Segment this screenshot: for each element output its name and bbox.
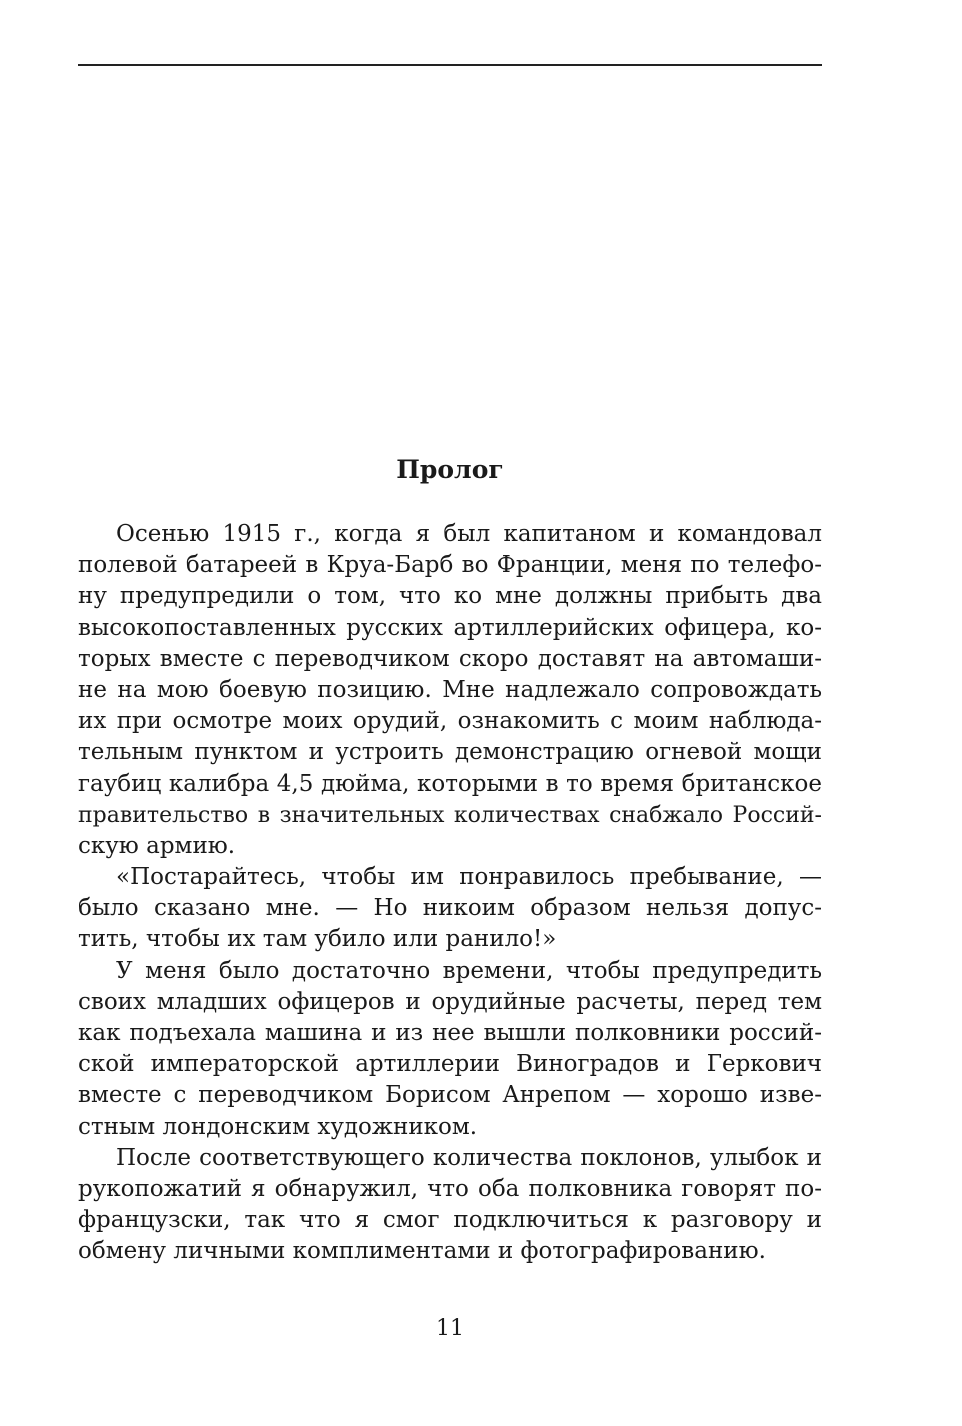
body-text [78, 519, 822, 1268]
text-line: ской императорской артиллерии Виноградов и Геркович [78, 1051, 822, 1078]
text-line: тельным пунктом и устроить демонстрацию огневой мощи [78, 739, 822, 766]
text-line: французски, так что я смог подключиться к разговору и [78, 1207, 822, 1234]
text-line: Осенью 1915 г., когда я был капитаном и командовал [116, 521, 822, 547]
text-line: скую армию. [78, 832, 236, 859]
text-line: высокопоставленных русских артиллерийских офицера, ко- [78, 614, 822, 641]
page-number: 11 [436, 1316, 464, 1341]
text-line: правительство в значительных количествах снабжало Россий- [78, 802, 822, 828]
text-line: обмену личными комплиментами и фотографированию. [78, 1238, 766, 1265]
text-line: стным лондонским художником. [78, 1113, 478, 1140]
text-line: своих младших офицеров и орудийные расчеты, перед тем [78, 988, 822, 1015]
text-line: тить, чтобы их там убило или ранило!» [78, 926, 557, 953]
paragraph-2 [78, 862, 822, 956]
text-line: их при осмотре моих орудий, ознакомить с моим наблюда- [78, 708, 822, 735]
paragraph-1 [78, 519, 822, 862]
paragraph-3 [78, 956, 822, 1143]
text-line: торых вместе с переводчиком скоро доставят на автомаши- [78, 645, 822, 672]
text-line: ну предупредили о том, что ко мне должны прибыть два [78, 583, 822, 610]
text-line: «Постарайтесь, чтобы им понравилось пребывание, — [116, 864, 822, 891]
top-rule [78, 64, 822, 66]
chapter-title: Пролог [396, 455, 504, 484]
text-line: После соответствующего количества поклонов, улыбок и [116, 1144, 822, 1171]
paragraph-4 [78, 1143, 822, 1268]
text-line: полевой батареей в Круа-Барб во Франции, меня по телефо- [78, 552, 822, 579]
text-line: рукопожатий я обнаружил, что оба полковника говорят по- [78, 1175, 822, 1202]
text-line: У меня было достаточно времени, чтобы предупредить [116, 957, 822, 984]
text-line: как подъехала машина и из нее вышли полковники россий- [78, 1020, 822, 1046]
text-line: было сказано мне. — Но никоим образом нельзя допус- [78, 895, 822, 922]
text-line: гаубиц калибра 4,5 дюйма, которыми в то время британское [78, 770, 822, 797]
text-line: вместе с переводчиком Борисом Анрепом — хорошо изве- [78, 1082, 822, 1109]
text-line: не на мою боевую позицию. Мне надлежало сопровождать [78, 676, 822, 703]
